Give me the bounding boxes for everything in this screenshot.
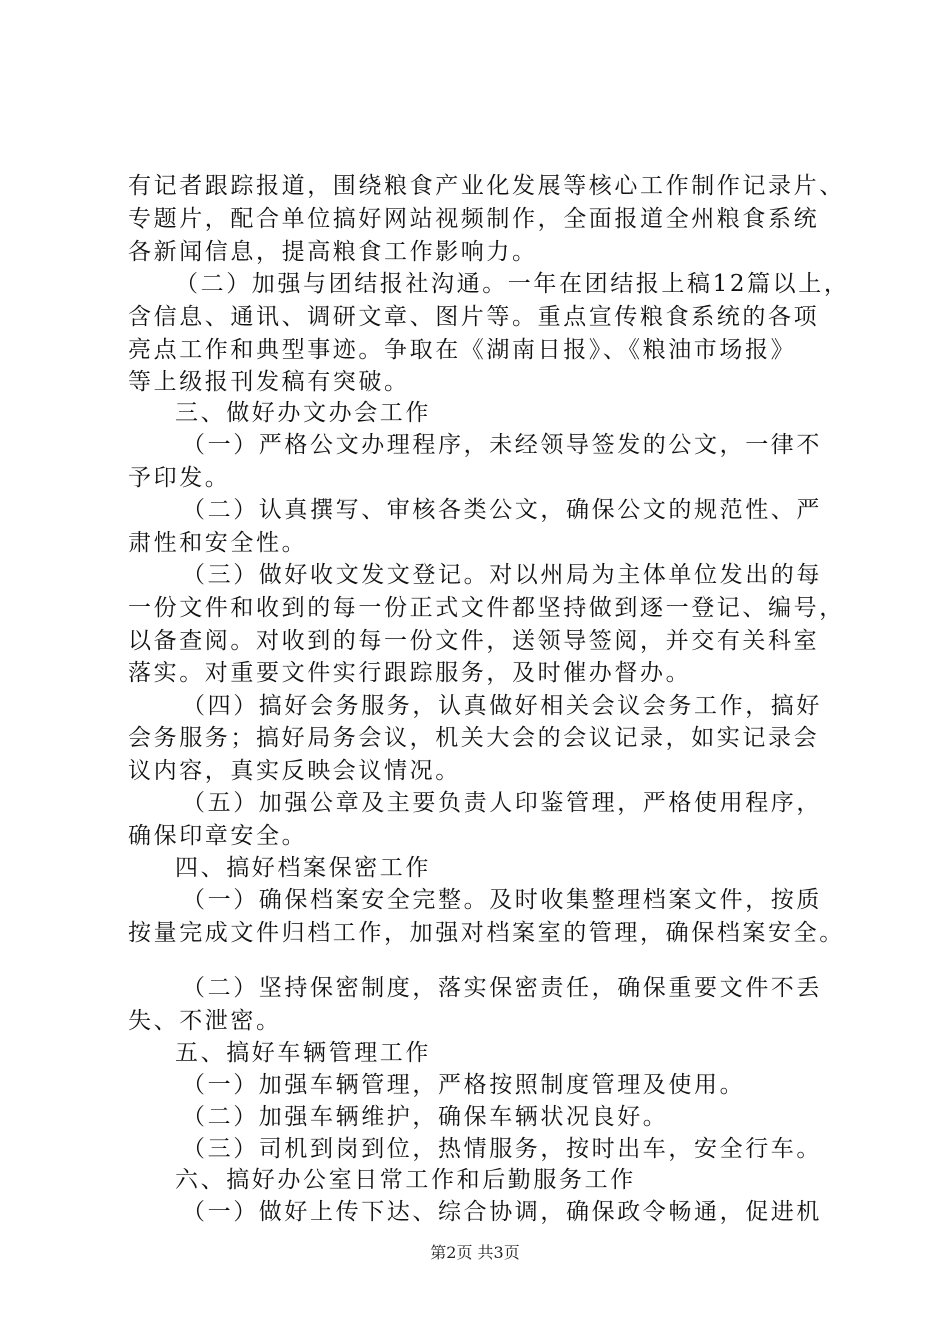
section-paragraph-3-5: （五）加强公章及主要负责人印鉴管理，严格使用程序，	[182, 790, 822, 816]
body-text-line: 会务服务；搞好局务会议，机关大会的会议记录，如实记录会	[128, 725, 820, 751]
section-paragraph-5-2: （二）加强车辆维护，确保车辆状况良好。	[182, 1104, 669, 1130]
section-paragraph-3-3: （三）做好收文发文登记。对以州局为主体单位发出的每	[182, 562, 822, 588]
section-paragraph-3-2: （二）认真撰写、审核各类公文，确保公文的规范性、严	[182, 497, 822, 523]
body-text-line: 落实。对重要文件实行跟踪服务，及时催办督办。	[128, 660, 692, 686]
section-paragraph-2-2: （二）加强与团结报社沟通。一年在团结报上稿12篇以上，	[175, 271, 850, 297]
body-text-line: 按量完成文件归档工作，加强对档案室的管理，确保档案安全。	[128, 920, 845, 946]
section-paragraph-3-1: （一）严格公文办理程序，未经领导签发的公文，一律不	[182, 432, 822, 458]
section-heading-6: 六、搞好办公室日常工作和后勤服务工作	[175, 1167, 636, 1193]
body-text-line: 有记者跟踪报道，围绕粮食产业化发展等核心工作制作记录片、	[128, 173, 845, 199]
section-paragraph-4-1: （一）确保档案安全完整。及时收集整理档案文件，按质	[182, 887, 822, 913]
body-text-line: 失、不泄密。	[128, 1008, 282, 1034]
body-text-line: 亮点工作和典型事迹。争取在《湖南日报》、《粮油市场报》	[128, 337, 797, 363]
body-text-line: 含信息、通讯、调研文章、图片等。重点宣传粮食系统的各项	[128, 304, 820, 330]
body-text-line: 一份文件和收到的每一份正式文件都坚持做到逐一登记、编号，	[128, 595, 845, 621]
body-text-line: 等上级报刊发稿有突破。	[128, 369, 410, 395]
body-text-line: 予印发。	[128, 465, 231, 491]
section-heading-4: 四、搞好档案保密工作	[175, 855, 431, 881]
section-paragraph-5-1: （一）加强车辆管理，严格按照制度管理及使用。	[182, 1072, 746, 1098]
body-text-line: 肃性和安全性。	[128, 530, 308, 556]
body-text-line: 各新闻信息，提高粮食工作影响力。	[128, 239, 538, 265]
page-number-footer: 第2页 共3页	[430, 1243, 520, 1262]
section-paragraph-3-4: （四）搞好会务服务，认真做好相关会议会务工作，搞好	[182, 693, 822, 719]
body-text-line: 专题片，配合单位搞好网站视频制作，全面报道全州粮食系统	[128, 206, 820, 232]
section-paragraph-6-1: （一）做好上传下达、综合协调，确保政令畅通，促进机	[182, 1199, 822, 1225]
section-heading-3: 三、做好办文办会工作	[175, 400, 431, 426]
body-text-line: 以备查阅。对收到的每一份文件，送领导签阅，并交有关科室	[128, 628, 820, 654]
section-heading-5: 五、搞好车辆管理工作	[175, 1040, 431, 1066]
body-text-line: 议内容，真实反映会议情况。	[128, 758, 461, 784]
section-paragraph-5-3: （三）司机到岗到位，热情服务，按时出车，安全行车。	[182, 1136, 822, 1162]
body-text-line: 确保印章安全。	[128, 823, 308, 849]
section-paragraph-4-2: （二）坚持保密制度，落实保密责任，确保重要文件不丢	[182, 975, 822, 1001]
